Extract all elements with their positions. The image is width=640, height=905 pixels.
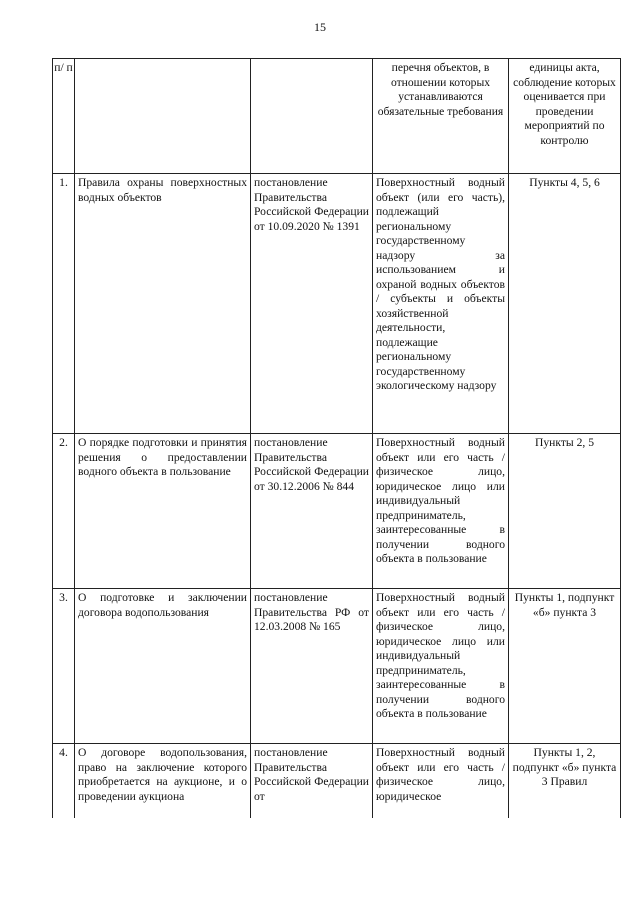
header-number: п/ п bbox=[53, 59, 75, 174]
table-row bbox=[53, 434, 621, 589]
page-number: 15 bbox=[314, 20, 326, 34]
row-objects: Поверхностный водный объект или его часть / физическое лицо, юридическое лицо или индивидуальный предприниматель, заинтересованные в получении водного объекта в пользование bbox=[373, 434, 509, 589]
row-act: постановление Правительства Российской Федерации от bbox=[251, 744, 373, 819]
header-objects: перечня объектов, в отношении которых устанавливаются обязательные требования bbox=[373, 59, 509, 174]
row-units: Пункты 1, 2, подпункт «б» пункта 3 Правил bbox=[509, 744, 621, 819]
table-row bbox=[53, 744, 621, 819]
row-number: 3. bbox=[53, 589, 75, 744]
table-row bbox=[53, 589, 621, 744]
row-objects: Поверхностный водный объект или его часть / физическое лицо, юридическое bbox=[373, 744, 509, 819]
row-name: Правила охраны поверхностных водных объектов bbox=[75, 174, 251, 434]
row-name: О порядке подготовки и принятия решения о предоставлении водного объекта в пользование bbox=[75, 434, 251, 589]
row-act: постановление Правительства Российской Федерации от 30.12.2006 № 844 bbox=[251, 434, 373, 589]
row-units: Пункты 4, 5, 6 bbox=[509, 174, 621, 434]
row-units: Пункты 2, 5 bbox=[509, 434, 621, 589]
row-units: Пункты 1, подпункт «б» пункта 3 bbox=[509, 589, 621, 744]
table-header-row bbox=[53, 59, 621, 174]
table-row bbox=[53, 174, 621, 434]
row-act: постановление Правительства РФ от 12.03.2008 № 165 bbox=[251, 589, 373, 744]
row-act: постановление Правительства Российской Федерации от 10.09.2020 № 1391 bbox=[251, 174, 373, 434]
header-act bbox=[251, 59, 373, 174]
row-number: 1. bbox=[53, 174, 75, 434]
row-name: О подготовке и заключении договора водопользования bbox=[75, 589, 251, 744]
row-name: О договоре водопользования, право на заключение которого приобретается на аукционе, и о проведении аукциона bbox=[75, 744, 251, 819]
regulations-table bbox=[52, 58, 621, 818]
row-objects: Поверхностный водный объект (или его часть), подлежащий региональному государственному надзору за использованием и охраной водных объектов / субъекты и объекты хозяйственной деятельности, подлежащие региональному государственному экологическому надзору bbox=[373, 174, 509, 434]
row-number: 2. bbox=[53, 434, 75, 589]
header-name bbox=[75, 59, 251, 174]
row-number: 4. bbox=[53, 744, 75, 819]
header-units: единицы акта, соблюдение которых оценивается при проведении мероприятий по контролю bbox=[509, 59, 621, 174]
row-objects: Поверхностный водный объект или его часть / физическое лицо, юридическое лицо или индивидуальный предприниматель, заинтересованные в получении водного объекта в пользование bbox=[373, 589, 509, 744]
